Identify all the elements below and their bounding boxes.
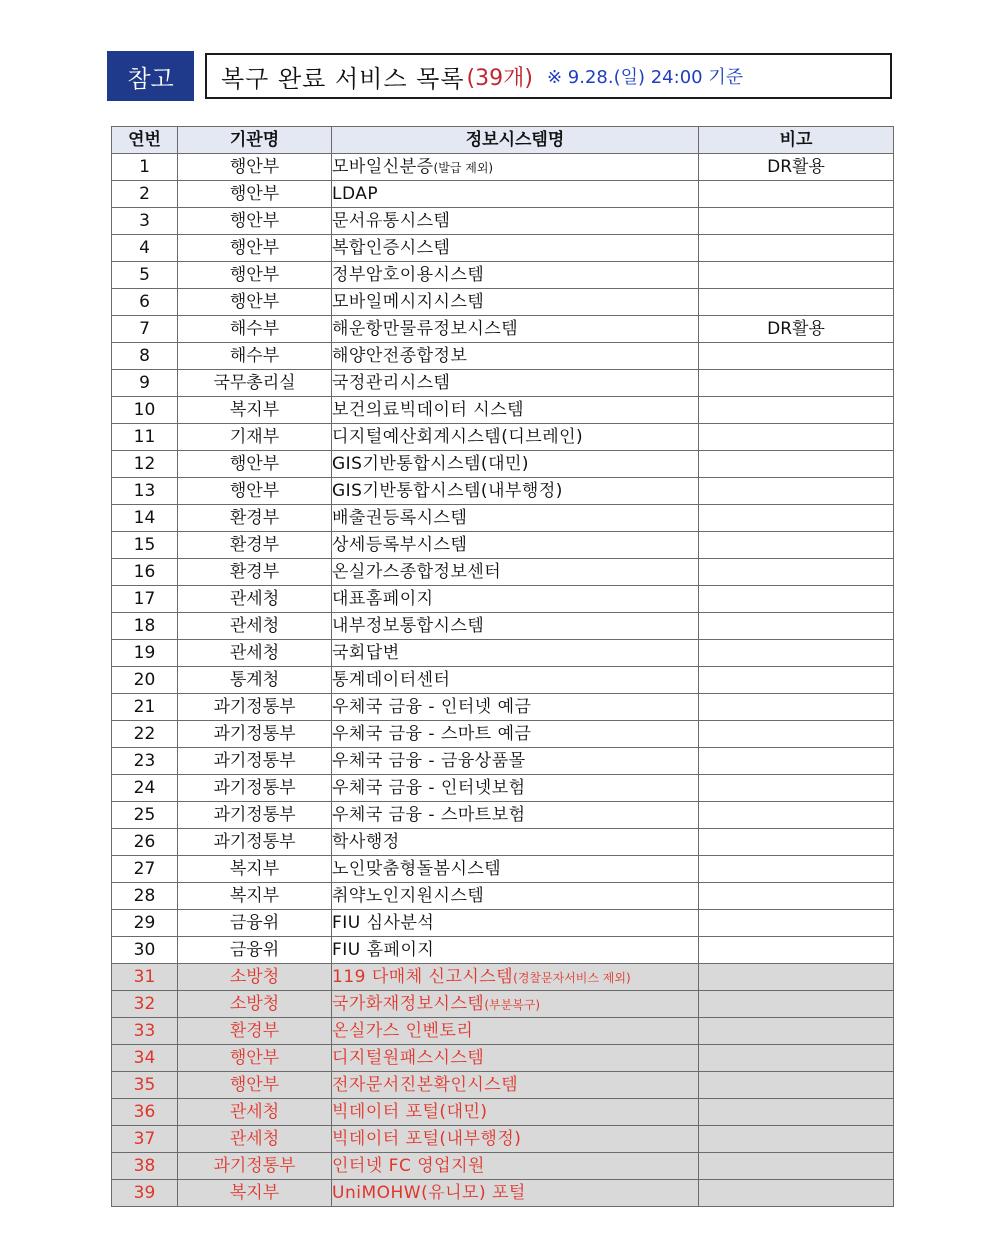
system-name-cell	[332, 262, 699, 289]
system-name-cell	[332, 721, 699, 748]
table-header-row	[112, 127, 894, 154]
row-number: 20	[112, 667, 178, 694]
system-name: GIS기반통합시스템(내부행정)	[332, 481, 563, 501]
row-number: 26	[112, 829, 178, 856]
page-title: 복구 완료 서비스 목록	[221, 64, 465, 93]
col-header-system: 정보시스템명	[332, 127, 699, 154]
row-number: 1	[112, 154, 178, 181]
system-name-cell	[332, 181, 699, 208]
agency-name: 행안부	[178, 1045, 332, 1072]
system-name-cell	[332, 829, 699, 856]
system-name: 디지털원패스시스템	[332, 1048, 485, 1068]
table-row	[112, 1180, 894, 1207]
remark	[699, 478, 894, 505]
system-name-cell	[332, 964, 699, 991]
remark	[699, 208, 894, 235]
row-number: 34	[112, 1045, 178, 1072]
system-name-cell	[332, 370, 699, 397]
system-name-cell	[332, 316, 699, 343]
system-name-cell	[332, 532, 699, 559]
system-name: FIU 홈페이지	[332, 940, 435, 960]
table-row	[112, 316, 894, 343]
table-row	[112, 802, 894, 829]
system-name-cell	[332, 694, 699, 721]
system-name-cell	[332, 1099, 699, 1126]
remark	[699, 640, 894, 667]
row-number: 12	[112, 451, 178, 478]
remark	[699, 586, 894, 613]
system-name-cell	[332, 883, 699, 910]
table-row	[112, 937, 894, 964]
agency-name: 통계청	[178, 667, 332, 694]
row-number: 24	[112, 775, 178, 802]
system-remark: (경찰문자서비스 제외)	[513, 970, 631, 985]
agency-name: 소방청	[178, 964, 332, 991]
agency-name: 금융위	[178, 937, 332, 964]
row-number: 2	[112, 181, 178, 208]
system-name: 학사행정	[332, 832, 400, 852]
row-number: 6	[112, 289, 178, 316]
agency-name: 행안부	[178, 478, 332, 505]
agency-name: 환경부	[178, 559, 332, 586]
agency-name: 환경부	[178, 505, 332, 532]
row-number: 18	[112, 613, 178, 640]
table-row	[112, 451, 894, 478]
remark	[699, 613, 894, 640]
row-number: 29	[112, 910, 178, 937]
remark	[699, 397, 894, 424]
row-number: 36	[112, 1099, 178, 1126]
table-row	[112, 478, 894, 505]
table-row	[112, 235, 894, 262]
table-row	[112, 883, 894, 910]
agency-name: 관세청	[178, 613, 332, 640]
agency-name: 행안부	[178, 154, 332, 181]
agency-name: 기재부	[178, 424, 332, 451]
system-name-cell	[332, 208, 699, 235]
system-name: 복합인증시스템	[332, 238, 451, 258]
system-name-cell	[332, 613, 699, 640]
remark	[699, 856, 894, 883]
remark	[699, 721, 894, 748]
system-name: 정부암호이용시스템	[332, 265, 485, 285]
remark	[699, 937, 894, 964]
system-name: 국가화재정보시스템	[332, 993, 485, 1014]
system-name-cell	[332, 451, 699, 478]
remark: DR활용	[699, 154, 894, 181]
table-row	[112, 262, 894, 289]
table-row	[112, 1153, 894, 1180]
agency-name: 과기정통부	[178, 829, 332, 856]
row-number: 15	[112, 532, 178, 559]
system-name-cell	[332, 1072, 699, 1099]
system-name-cell	[332, 154, 699, 181]
remark	[699, 829, 894, 856]
agency-name: 관세청	[178, 640, 332, 667]
remark	[699, 532, 894, 559]
row-number: 37	[112, 1126, 178, 1153]
remark	[699, 1045, 894, 1072]
remark	[699, 343, 894, 370]
system-name-cell	[332, 1153, 699, 1180]
remark	[699, 748, 894, 775]
table-row	[112, 829, 894, 856]
row-number: 30	[112, 937, 178, 964]
row-number: 16	[112, 559, 178, 586]
agency-name: 관세청	[178, 1099, 332, 1126]
remark	[699, 964, 894, 991]
row-number: 17	[112, 586, 178, 613]
system-name-cell	[332, 1180, 699, 1207]
agency-name: 금융위	[178, 910, 332, 937]
agency-name: 복지부	[178, 397, 332, 424]
system-name-cell	[332, 505, 699, 532]
system-name-cell	[332, 559, 699, 586]
remark	[699, 235, 894, 262]
system-name-cell	[332, 748, 699, 775]
agency-name: 행안부	[178, 289, 332, 316]
system-name-cell	[332, 937, 699, 964]
row-number: 27	[112, 856, 178, 883]
agency-name: 행안부	[178, 181, 332, 208]
system-name-cell	[332, 343, 699, 370]
table-row	[112, 559, 894, 586]
agency-name: 국무총리실	[178, 370, 332, 397]
agency-name: 환경부	[178, 1018, 332, 1045]
system-name: 우체국 금융 - 스마트 예금	[332, 724, 532, 744]
table-row	[112, 640, 894, 667]
system-name-cell	[332, 235, 699, 262]
remark	[699, 181, 894, 208]
row-number: 3	[112, 208, 178, 235]
table-row	[112, 694, 894, 721]
system-name: 인터넷 FC 영업지원	[332, 1156, 485, 1176]
system-name: 우체국 금융 - 스마트보험	[332, 805, 526, 825]
remark	[699, 1018, 894, 1045]
table-row	[112, 1126, 894, 1153]
system-name: 국회답변	[332, 643, 400, 663]
row-number: 21	[112, 694, 178, 721]
remark	[699, 802, 894, 829]
row-number: 31	[112, 964, 178, 991]
agency-name: 행안부	[178, 451, 332, 478]
col-header-org: 기관명	[178, 127, 332, 154]
system-name: 보건의료빅데이터 시스템	[332, 400, 525, 420]
as-of-note: ※ 9.28.(일) 24:00 기준	[546, 67, 744, 88]
agency-name: 과기정통부	[178, 1153, 332, 1180]
row-number: 5	[112, 262, 178, 289]
remark: DR활용	[699, 316, 894, 343]
row-number: 39	[112, 1180, 178, 1207]
agency-name: 과기정통부	[178, 721, 332, 748]
system-name: 상세등록부시스템	[332, 535, 468, 555]
row-number: 8	[112, 343, 178, 370]
system-name: 해양안전종합정보	[332, 346, 468, 366]
remark	[699, 505, 894, 532]
remark	[699, 370, 894, 397]
system-name-cell	[332, 397, 699, 424]
system-name-cell	[332, 856, 699, 883]
col-header-note: 비고	[699, 127, 894, 154]
system-name-cell	[332, 478, 699, 505]
system-name: 119 다매체 신고시스템	[332, 966, 514, 987]
row-number: 7	[112, 316, 178, 343]
reference-badge: 참고	[107, 51, 194, 101]
remark	[699, 289, 894, 316]
system-name: 우체국 금융 - 인터넷 예금	[332, 697, 532, 717]
row-number: 32	[112, 991, 178, 1018]
table-row	[112, 532, 894, 559]
table-row	[112, 370, 894, 397]
system-remark: (발급 제외)	[433, 160, 494, 175]
system-name: 통계데이터센터	[332, 670, 451, 690]
system-remark: (부분복구)	[484, 997, 541, 1012]
table-row	[112, 289, 894, 316]
row-number: 38	[112, 1153, 178, 1180]
system-name-cell	[332, 1045, 699, 1072]
agency-name: 소방청	[178, 991, 332, 1018]
title-box	[205, 53, 892, 99]
system-name: 디지털예산회계시스템(디브레인)	[332, 427, 584, 447]
agency-name: 관세청	[178, 586, 332, 613]
system-name: 모바일메시지시스템	[332, 292, 485, 312]
system-name: 내부정보통합시스템	[332, 616, 485, 636]
agency-name: 복지부	[178, 883, 332, 910]
row-number: 19	[112, 640, 178, 667]
system-name: 해운항만물류정보시스템	[332, 319, 519, 339]
agency-name: 복지부	[178, 856, 332, 883]
table-row	[112, 1099, 894, 1126]
table-row	[112, 1045, 894, 1072]
remark	[699, 1072, 894, 1099]
agency-name: 과기정통부	[178, 748, 332, 775]
agency-name: 과기정통부	[178, 694, 332, 721]
system-name: 온실가스종합정보센터	[332, 562, 502, 582]
system-name-cell	[332, 1018, 699, 1045]
agency-name: 행안부	[178, 235, 332, 262]
remark	[699, 1099, 894, 1126]
system-name: 문서유통시스템	[332, 211, 451, 231]
remark	[699, 262, 894, 289]
system-name-cell	[332, 424, 699, 451]
table-row	[112, 721, 894, 748]
remark	[699, 694, 894, 721]
system-name: 온실가스 인벤토리	[332, 1021, 474, 1041]
agency-name: 행안부	[178, 1072, 332, 1099]
row-number: 14	[112, 505, 178, 532]
table-row	[112, 667, 894, 694]
system-name-cell	[332, 667, 699, 694]
system-name: 취약노인지원시스템	[332, 886, 485, 906]
table-row	[112, 343, 894, 370]
table-row	[112, 1072, 894, 1099]
table-row	[112, 775, 894, 802]
remark	[699, 424, 894, 451]
system-name: 대표홈페이지	[332, 589, 434, 609]
agency-name: 관세청	[178, 1126, 332, 1153]
row-number: 25	[112, 802, 178, 829]
agency-name: 해수부	[178, 316, 332, 343]
table-row	[112, 991, 894, 1018]
table-row	[112, 964, 894, 991]
remark	[699, 1126, 894, 1153]
remark	[699, 991, 894, 1018]
system-name-cell	[332, 910, 699, 937]
system-name: 우체국 금융 - 금융상품몰	[332, 751, 526, 771]
row-number: 33	[112, 1018, 178, 1045]
row-number: 9	[112, 370, 178, 397]
remark	[699, 1180, 894, 1207]
table-row	[112, 1018, 894, 1045]
system-name: 국정관리시스템	[332, 373, 451, 393]
remark	[699, 1153, 894, 1180]
remark	[699, 775, 894, 802]
system-name: 배출권등록시스템	[332, 508, 468, 528]
agency-name: 행안부	[178, 208, 332, 235]
system-name: FIU 심사분석	[332, 913, 435, 933]
table-row	[112, 208, 894, 235]
system-name-cell	[332, 640, 699, 667]
system-name: 전자문서진본확인시스템	[332, 1075, 519, 1095]
system-name-cell	[332, 586, 699, 613]
system-name-cell	[332, 802, 699, 829]
remark	[699, 910, 894, 937]
row-number: 4	[112, 235, 178, 262]
agency-name: 행안부	[178, 262, 332, 289]
system-name: 빅데이터 포털(대민)	[332, 1102, 488, 1122]
service-table	[111, 126, 894, 1207]
agency-name: 과기정통부	[178, 775, 332, 802]
service-count: (39개)	[466, 65, 533, 91]
row-number: 23	[112, 748, 178, 775]
system-name-cell	[332, 991, 699, 1018]
agency-name: 복지부	[178, 1180, 332, 1207]
system-name: GIS기반통합시스템(대민)	[332, 454, 530, 474]
table-row	[112, 856, 894, 883]
system-name: 우체국 금융 - 인터넷보험	[332, 778, 526, 798]
system-name-cell	[332, 289, 699, 316]
system-name-cell	[332, 1126, 699, 1153]
row-number: 13	[112, 478, 178, 505]
table-row	[112, 424, 894, 451]
system-name: LDAP	[332, 184, 379, 204]
table-row	[112, 397, 894, 424]
table-row	[112, 613, 894, 640]
agency-name: 환경부	[178, 532, 332, 559]
row-number: 22	[112, 721, 178, 748]
table-row	[112, 154, 894, 181]
remark	[699, 559, 894, 586]
system-name: 빅데이터 포털(내부행정)	[332, 1129, 522, 1149]
agency-name: 해수부	[178, 343, 332, 370]
col-header-no: 연번	[112, 127, 178, 154]
table-row	[112, 505, 894, 532]
table-row	[112, 910, 894, 937]
system-name-cell	[332, 775, 699, 802]
row-number: 28	[112, 883, 178, 910]
system-name: UniMOHW(유니모) 포털	[332, 1183, 526, 1203]
remark	[699, 883, 894, 910]
table-row	[112, 181, 894, 208]
remark	[699, 667, 894, 694]
remark	[699, 451, 894, 478]
table-row	[112, 586, 894, 613]
row-number: 35	[112, 1072, 178, 1099]
system-name: 모바일신분증	[332, 156, 434, 177]
agency-name: 과기정통부	[178, 802, 332, 829]
row-number: 10	[112, 397, 178, 424]
table-row	[112, 748, 894, 775]
table-body	[112, 154, 894, 1207]
system-name: 노인맞춤형돌봄시스템	[332, 859, 502, 879]
row-number: 11	[112, 424, 178, 451]
